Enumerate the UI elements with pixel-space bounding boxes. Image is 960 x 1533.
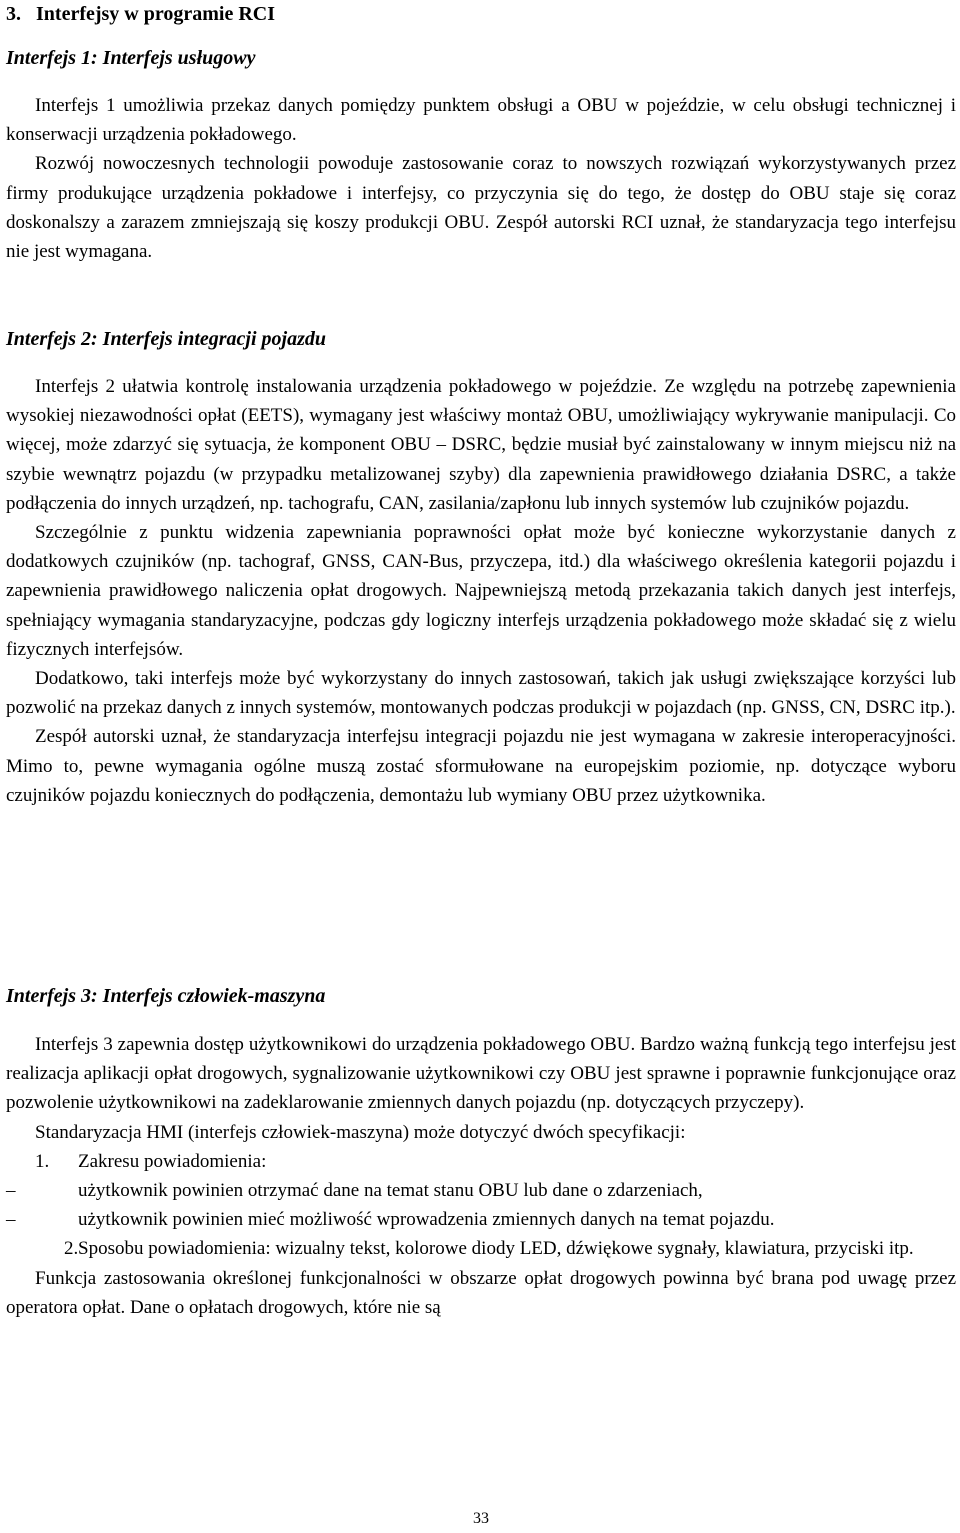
interface1-body: [6, 91, 956, 266]
interface2-paragraph-2: Szczególnie z punktu widzenia zapewniania poprawności opłat może być konieczne wykorzystanie danych z dodatkowych czujników (np. tachograf, GNSS, CAN-Bus, przyczepa, itd.) dla właściwego określenia kategorii pojazdu i zapewnienia prawidłowego naliczenia opłat drogowych. Najpewniejszą metodą przekazania takich danych jest interfejs, spełniający wymagania standaryzacyjne, podczas gdy logiczny interfejs urządzenia pokładowego może składać się z wielu fizycznych interfejsów.: [6, 522, 956, 660]
interface3-paragraph-2: Standaryzacja HMI (interfejs człowiek-maszyna) może dotyczyć dwóch specyfikacji:: [35, 1121, 686, 1143]
interface3-body: [6, 1030, 956, 1322]
list-item-2-number: 2.: [64, 1238, 79, 1260]
dash-item-2-text: użytkownik powinien mieć możliwość wprowadzenia zmiennych danych na temat pojazdu.: [78, 1209, 775, 1231]
list-item-2-text: Sposobu powiadomienia: wizualny tekst, kolorowe diody LED, dźwiękowe sygnały, klawiatura, przyciski itp.: [78, 1238, 914, 1260]
interface3-paragraph-1: Interfejs 3 zapewnia dostęp użytkownikowi do urządzenia pokładowego OBU. Bardzo ważną funkcją tego interfejsu jest realizacja aplikacji opłat drogowych, sygnalizowanie użytkownikowi czy OBU jest sprawne i poprawnie funkcjonujące oraz pozwolenie użytkownikowi na zadeklarowanie zmiennych danych pojazdu (np. dotyczących przyczepy).: [6, 1034, 956, 1114]
list-item-1-number: 1.: [35, 1150, 50, 1172]
list-item-1-text: Zakresu powiadomienia:: [78, 1150, 267, 1172]
interface1-paragraph-1: Interfejs 1 umożliwia przekaz danych pomiędzy punktem obsługi a OBU w pojeździe, w celu obsługi technicznej i konserwacji urządzenia pokładowego.: [6, 95, 956, 146]
interface2-paragraph-3: Dodatkowo, taki interfejs może być wykorzystany do innych zastosowań, takich jak usługi zwiększające korzyści lub pozwolić na przekaz danych z innych systemów, montowanych podczas produkcji w pojazdach (np. GNSS, CN, DSRC itp.).: [6, 668, 956, 719]
interface3-paragraph-3: Funkcja zastosowania określonej funkcjonalności w obszarze opłat drogowych powinna być brana pod uwagę przez operatora opłat. Dane o opłatach drogowych, które nie są: [6, 1267, 956, 1318]
list-item-2: [6, 1234, 956, 1263]
section-title: [6, 2, 275, 26]
interface3-heading: Interfejs 3: Interfejs człowiek-maszyna: [6, 985, 326, 1007]
document-page: [6, 0, 956, 1533]
dash-item-2: [6, 1205, 956, 1234]
interface2-heading: Interfejs 2: Interfejs integracji pojazdu: [6, 328, 327, 350]
list-item-1: [6, 1147, 956, 1176]
section-title-text: Interfejsy w programie RCI: [36, 3, 276, 25]
interface2-paragraph-4: Zespół autorski uznał, że standaryzacja interfejsu integracji pojazdu nie jest wymagana w zakresie interoperacyjności. Mimo to, pewne wymagania ogólne muszą zostać sformułowane na europejskim poziomie, np. dotyczące wyboru czujników pojazdu koniecznych do podłączenia, demontażu lub wymiany OBU przez użytkownika.: [6, 726, 956, 806]
interface2-body: [6, 372, 956, 810]
section-number: 3.: [6, 3, 21, 25]
interface1-paragraph-2: Rozwój nowoczesnych technologii powoduje zastosowanie coraz to nowszych rozwiązań wykorzystywanych przez firmy produkujące urządzenia pokładowe i interfejsy, co przyczynia się do tego, że dostęp do OBU staje się coraz doskonalszy a zarazem zmniejszają się koszy produkcji OBU. Zespół autorski RCI uznał, że standaryzacja tego interfejsu nie jest wymagana.: [6, 153, 956, 263]
dash-item-1-text: użytkownik powinien otrzymać dane na temat stanu OBU lub dane o zdarzeniach,: [78, 1180, 703, 1202]
dash-item-2-mark: –: [6, 1209, 16, 1231]
interface1-heading: Interfejs 1: Interfejs usługowy: [6, 47, 256, 69]
dash-item-1-mark: –: [6, 1180, 16, 1202]
page-number: 33: [473, 1510, 489, 1527]
interface2-paragraph-1: Interfejs 2 ułatwia kontrolę instalowania urządzenia pokładowego w pojeździe. Ze względu na potrzebę zapewnienia wysokiej niezawodności opłat (EETS), wymagany jest właściwy montaż OBU, umożliwiający wykrywanie manipulacji. Co więcej, może zdarzyć się sytuacja, że komponent OBU – DSRC, będzie musiał być zainstalowany w innym miejscu niż na szybie wewnątrz pojazdu (w przypadku metalizowanej szyby) dla zapewnienia prawidłowego działania DSRC, a także podłączenia do innych urządzeń, np. tachografu, CAN, zasilania/zapłonu lub innych systemów lub czujników pojazdu.: [6, 376, 956, 514]
dash-item-1: [6, 1176, 956, 1205]
